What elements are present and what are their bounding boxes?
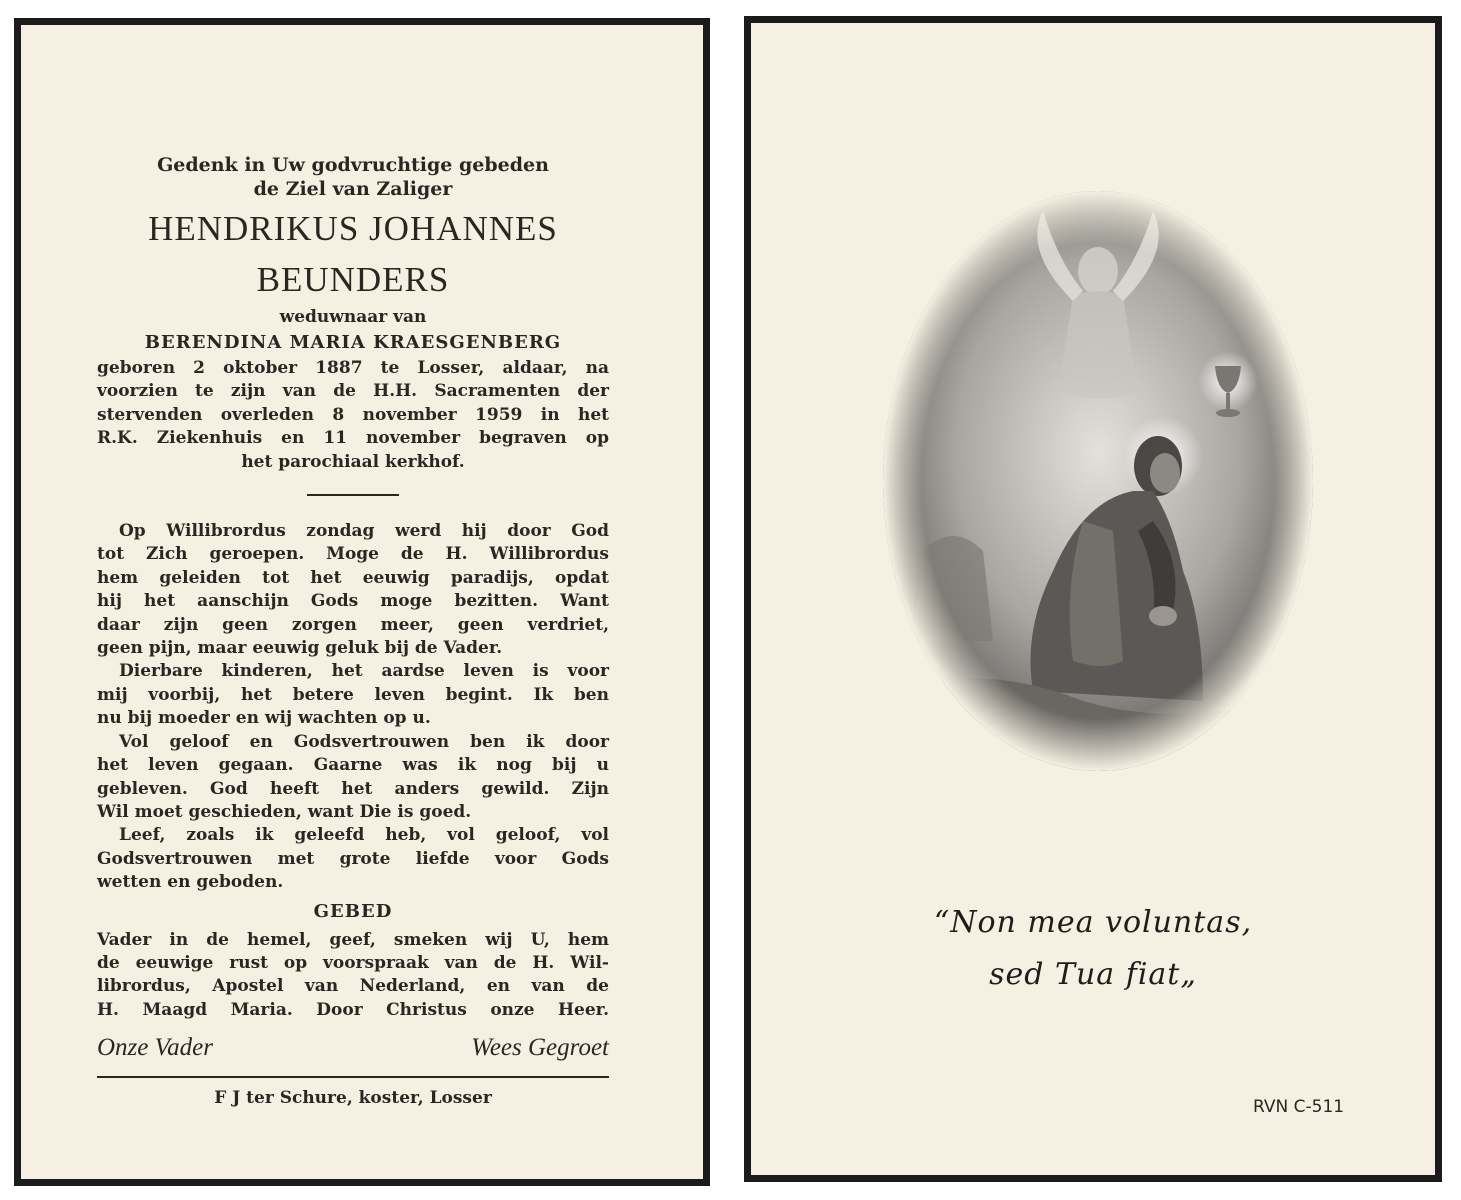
body-line: tot Zich geroepen. Moge de H. Willibrordus [97, 544, 609, 565]
deceased-name-line-2: BEUNDERS [256, 260, 450, 299]
body-line: nu bij moeder en wij wachten op u. [97, 708, 431, 729]
prayer-wees-gegroet: Wees Gegroet [471, 1034, 609, 1062]
printer-credit: F J ter Schure, koster, Losser [214, 1088, 492, 1109]
footer-divider [97, 1076, 609, 1078]
bio-line: R.K. Ziekenhuis en 11 november begraven op [97, 428, 609, 449]
body-line: daar zijn geen zorgen meer, geen verdriet, [97, 614, 609, 635]
body-line: Godsvertrouwen met grote liefde voor Gods [97, 848, 609, 869]
body-line: gebleven. God heeft het anders gewild. Zijn [97, 778, 609, 799]
publisher-reference: RVN C-511 [1253, 1097, 1345, 1117]
prayer-line: librordus, Apostel van Nederland, en van de [97, 976, 609, 997]
latin-quote-line-1: “Non mea voluntas, [933, 905, 1253, 940]
spouse-name: BERENDINA MARIA KRAESGENBERG [144, 332, 562, 353]
intro-line-1: Gedenk in Uw godvruchtige gebeden [157, 154, 549, 176]
bio-line: voorzien te zijn van de H.H. Sacramenten der [97, 381, 609, 402]
body-line: Leef, zoals ik geleefd heb, vol geloof, vol [119, 825, 609, 846]
body-line: Vol geloof en Godsvertrouwen ben ik door [119, 731, 609, 752]
prayer-text [97, 929, 609, 1023]
farewell-text [97, 520, 609, 895]
prayer-names [97, 1032, 609, 1064]
memorial-card-image-side [744, 16, 1442, 1182]
memorial-card-text-side [14, 18, 710, 1186]
body-line: Wil moet geschieden, want Die is goed. [97, 801, 472, 822]
body-line: het leven gegaan. Gaarne was ik nog bij u [97, 755, 609, 776]
biography [97, 357, 609, 474]
body-line: Dierbare kinderen, het aardse leven is voor [119, 661, 609, 682]
divider [307, 494, 399, 496]
bio-line: het parochiaal kerkhof. [241, 451, 465, 472]
prayer-line: de eeuwige rust op voorspraak van de H. Wil- [97, 952, 609, 973]
body-line: geen pijn, maar eeuwig geluk bij de Vader. [97, 638, 503, 659]
intro-line-2: de Ziel van Zaliger [253, 178, 453, 200]
bio-line: geboren 2 oktober 1887 te Losser, aldaar, na [97, 358, 609, 378]
prayer-line: H. Maagd Maria. Door Christus onze Heer. [97, 999, 609, 1020]
prayer-onze-vader: Onze Vader [97, 1034, 213, 1062]
body-line: hij het aanschijn Gods moge bezitten. Want [97, 591, 609, 612]
devotional-illustration [883, 191, 1313, 771]
body-line: mij voorbij, het betere leven begint. Ik ben [97, 684, 609, 705]
gethsemane-picture [883, 191, 1313, 771]
memorial-text [97, 153, 609, 1110]
deceased-name-line-1: HENDRIKUS JOHANNES [148, 209, 558, 248]
relation-label: weduwnaar van [279, 307, 427, 327]
body-line: wetten en geboden. [97, 872, 284, 893]
prayer-heading: GEBED [313, 900, 393, 922]
body-line: Op Willibrordus zondag werd hij door God [119, 521, 609, 542]
latin-quote-line-2: sed Tua fiat„ [989, 957, 1197, 992]
bio-line: stervenden overleden 8 november 1959 in het [97, 404, 609, 425]
prayer-line: Vader in de hemel, geef, smeken wij U, hem [97, 929, 609, 950]
body-line: hem geleiden tot het eeuwig paradijs, opdat [97, 567, 609, 588]
